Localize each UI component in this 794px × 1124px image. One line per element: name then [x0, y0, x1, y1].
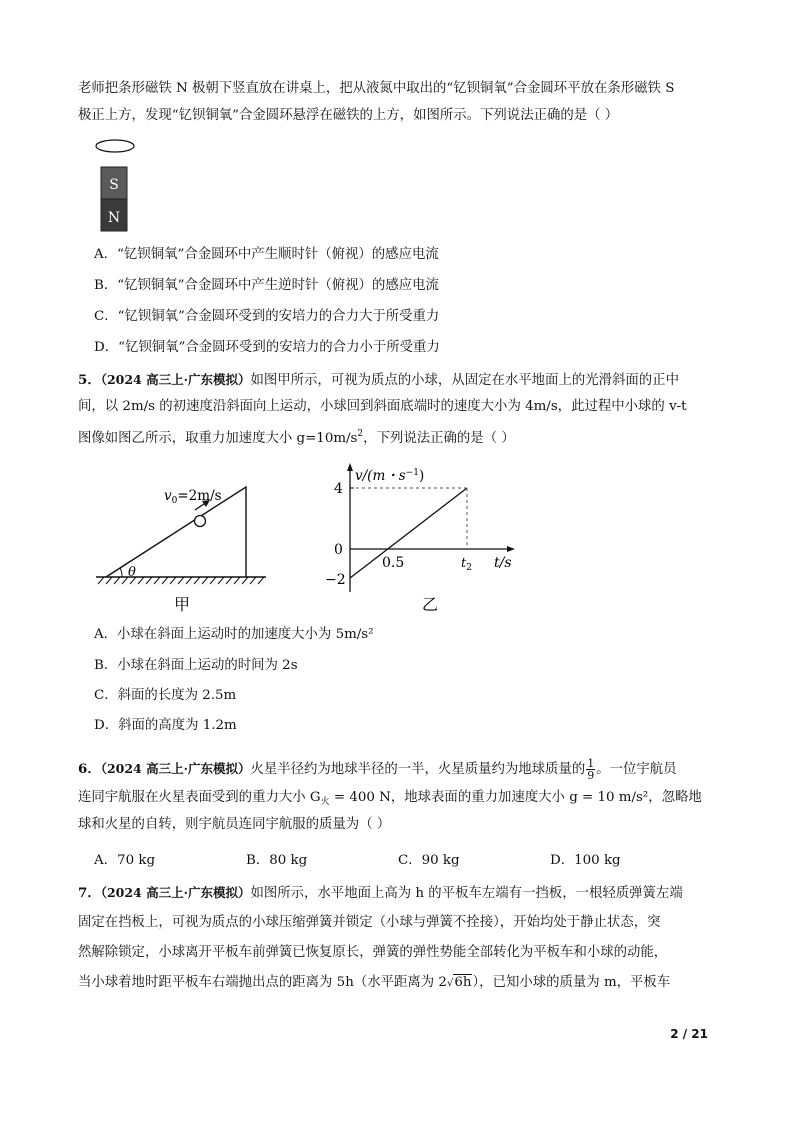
q4-option-a: A．“钇钡铜氧”合金圆环中产生顺时针（俯视）的感应电流 [94, 247, 439, 262]
q7-source-tag: （2024 高三上·广东模拟） [100, 885, 251, 900]
q5-stem-sup: 2 [357, 429, 364, 439]
y-axis-arrow [347, 463, 353, 471]
q5-vt-graph [320, 460, 530, 620]
q5-stem-line-2: 间，以 2m/s 的初速度沿斜面向上运动，小球回到斜面底端时的速度大小为 4m/s，此过程中小球的 v-t [78, 399, 687, 414]
q5-stem-line-3 [78, 424, 714, 449]
magnet-n-label: N [107, 210, 121, 226]
q6-number: 6． [78, 761, 101, 777]
q5-source-tag: （2024 高三上·广东模拟） [100, 372, 251, 387]
q5-option-d: D．斜面的高度为 1.2m [94, 718, 237, 733]
sqrt-sign: √ [446, 978, 454, 989]
y-tick-label-neg2: −2 [325, 572, 346, 588]
q6-stem-sub: 火 [320, 797, 330, 807]
q5-option-a: A．小球在斜面上运动时的加速度大小为 5m/s² [94, 627, 374, 642]
y-tick-label-0: 0 [334, 542, 343, 558]
q4-option-c: C．“钇钡铜氧”合金圆环受到的安培力的合力大于所受重力 [94, 309, 440, 324]
x-axis-label: t/s [494, 555, 512, 571]
q7-stem-line-3: 然解除锁定，小球离开平板车前弹簧已恢复原长，弹簧的弹性势能全部转化为平板车和小球的动能， [78, 945, 668, 960]
x-tick-label-t2: $t_2$ [461, 556, 472, 573]
angle-arc [120, 568, 122, 577]
q6-stem-line-1 [78, 758, 714, 781]
v0-label: $v_0=2m/s$ [164, 488, 222, 506]
y-tick-label-4: 4 [334, 481, 343, 497]
q6-stem-text-1a: 火星半径约为地球半径的一半，火星质量约为地球质量的 [250, 762, 586, 777]
q4-stem-line-1: 老师把条形磁铁 N 极朝下竖直放在讲桌上，把从液氮中取出的“钇钡铜氧”合金圆环平放在条形磁铁 S [78, 81, 675, 96]
x-tick-label-0.5: 0.5 [382, 555, 405, 571]
q5-incline-figure [90, 460, 290, 620]
q5-stem-text-3b: ，下列说法正确的是（ ） [363, 431, 515, 446]
q6-stem-line-3: 球和火星的自转，则宇航员连同宇航服的质量为（ ） [78, 817, 391, 832]
q7-sqrt-radicand: 6h [454, 975, 472, 990]
ground-hatching [98, 577, 264, 584]
angle-label: θ [128, 565, 136, 580]
q4-option-d: D．“钇钡铜氧”合金圆环受到的安培力的合力小于所受重力 [94, 340, 440, 355]
magnet-s-label: S [109, 177, 119, 193]
q6-stem-text-2a: 连同宇航服在火星表面受到的重力大小 G [78, 790, 321, 805]
q5-stem-text-3a: 图像如图乙所示，取重力加速度大小 g=10m/s [78, 431, 358, 446]
q6-stem-text-2b: = 400 N，地球表面的重力加速度大小 g = 10 m/s²，忽略地 [329, 790, 702, 805]
q5-option-c: C．斜面的长度为 2.5m [94, 688, 237, 703]
q7-stem-text-1: 如图所示，水平地面上高为 h 的平板车左端有一挡板，一根轻质弹簧左端 [250, 886, 683, 901]
q5-stem-line-1 [78, 370, 714, 391]
figure-b-caption: 乙 [421, 595, 439, 614]
q4-option-b: B．“钇钡铜氧”合金圆环中产生逆时针（俯视）的感应电流 [94, 278, 439, 293]
q7-stem-line-2: 固定在挡板上，可视为质点的小球压缩弹簧并锁定（小球与弹簧不拴接），开始均处于静止状态，突 [78, 915, 661, 930]
y-axis-label: v/(m・$s^{-1}$) [355, 468, 425, 484]
q6-fraction [586, 758, 595, 781]
q7-stem-text-4a: 当小球着地时距平板车右端抛出点的距离为 5h（水平距离为 2 [78, 975, 447, 990]
q7-stem-text-4b: ），已知小球的质量为 m，平板车 [472, 975, 671, 990]
alloy-ring [96, 140, 134, 152]
q7-number: 7． [78, 885, 101, 901]
q6-option-c: C．90 kg [398, 853, 460, 868]
q6-stem-line-2 [78, 788, 714, 812]
q6-fraction-denominator: 9 [587, 769, 595, 782]
figure-a-caption: 甲 [173, 595, 191, 614]
q7-stem-line-1 [78, 883, 714, 904]
q5-number: 5． [78, 372, 101, 388]
page-number: 2 / 21 [670, 1027, 708, 1041]
q6-stem-text-1b: 。一位宇航员 [596, 762, 677, 777]
q6-source-tag: （2024 高三上·广东模拟） [100, 761, 251, 776]
q5-stem-text-1: 如图甲所示，可视为质点的小球，从固定在水平地面上的光滑斜面的正中 [250, 373, 679, 388]
q7-stem-line-4 [78, 973, 714, 994]
q6-option-b: B．80 kg [246, 853, 308, 868]
q4-stem-line-2: 极正上方，发现“钇钡铜氧”合金圆环悬浮在磁铁的上方，如图所示。下列说法正确的是（ ） [78, 108, 619, 123]
ball [195, 516, 206, 527]
vt-line [350, 488, 467, 578]
q4-magnet-figure [90, 136, 150, 236]
q5-option-b: B．小球在斜面上运动的时间为 2s [94, 658, 298, 673]
x-axis-arrow [507, 546, 515, 552]
q6-option-d: D．100 kg [550, 853, 621, 868]
q6-option-a: A．70 kg [94, 853, 156, 868]
q6-fraction-numerator: 1 [587, 757, 595, 770]
